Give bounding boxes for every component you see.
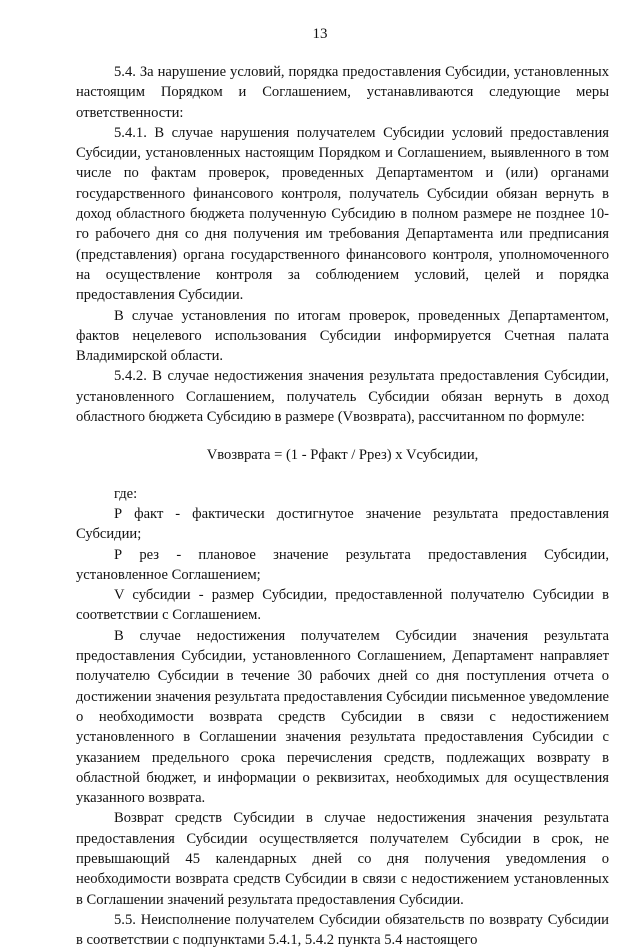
definition-v-subsidy: V субсидии - размер Субсидии, предоставленной получателю Субсидии в соответствии с Соглашением. — [76, 587, 609, 624]
paragraph-audit-chamber: В случае установления по итогам проверок, проведенных Департаментом, фактов нецелевого использования Субсидии информируется Счетная палата Владимирской области. — [76, 307, 609, 365]
paragraph-5-4: 5.4. За нарушение условий, порядка предоставления Субсидии, установленных настоящим Порядком и Соглашением, устанавливаются следующие меры ответственности: — [76, 64, 609, 121]
definition-p-rez: Р рез - плановое значение результата предоставления Субсидии, установленное Соглашением; — [76, 546, 609, 583]
document-body — [76, 62, 609, 950]
paragraph-5-4-2: 5.4.2. В случае недостижения значения результата предоставления Субсидии, установленного Соглашением, получатель Субсидии обязан вернуть в доход областного бюджета Субсидию в размере (Vвозврата), рассчитанном по формуле: — [76, 368, 609, 426]
refund-formula: Vвозврата = (1 - Рфакт / Рpез) x Vсубсидии, — [206, 447, 479, 464]
paragraph-refund-term: Возврат средств Субсидии в случае недостижения значения результата предоставления Субсидии осуществляется получателем Субсидии в срок, не превышающий 45 календарных дней со дня получения уведомления о необходимости возврата средств Субсидии в связи с недостижением установленных в Соглашении значений результата предоставления Субсидии. — [76, 810, 609, 908]
paragraph-5-4-1: 5.4.1. В случае нарушения получателем Субсидии условий предоставления Субсидии, установленных настоящим Порядком и Соглашением, выявленного в том числе по фактам проверок, проведенных Департаментом и (или) органами государственного финансового контроля, получатель Субсидии обязан вернуть в доход областного бюджета полученную Субсидию в полном размере не позднее 10-го рабочего дня со дня получения им требования Департамента или предписания (представления) органа государственного финансового контроля, уполномоченного на осуществление контроля за соблюдением условий, целей и порядка предоставления Субсидии. — [76, 124, 609, 304]
formula-where-label: где: — [114, 485, 138, 502]
paragraph-notification: В случае недостижения получателем Субсидии значения результата предоставления Субсидии, установленного Соглашением, Департамент направляет получателю Субсидии в течение 30 рабочих дней со дня поступления отчета о достижении значения результата предоставления Субсидии письменное уведомление о необходимости возврата средств Субсидии в связи с недостижением установленного в Соглашении значения результата предоставления Субсидии с указанием предельного срока перечисления средств, подлежащих возврату в областной бюджет, и информации о реквизитах, необходимых для осуществления указанного возврата. — [76, 627, 609, 807]
page-number: 13 — [312, 26, 328, 42]
definition-p-fact: Р факт - фактически достигнутое значение результата предоставления Субсидии; — [76, 505, 609, 543]
paragraph-5-5: 5.5. Неисполнение получателем Субсидии обязательств по возврату Субсидии в соответствии с подпунктами 5.4.1, 5.4.2 пункта 5.4 настоящего — [76, 911, 609, 949]
